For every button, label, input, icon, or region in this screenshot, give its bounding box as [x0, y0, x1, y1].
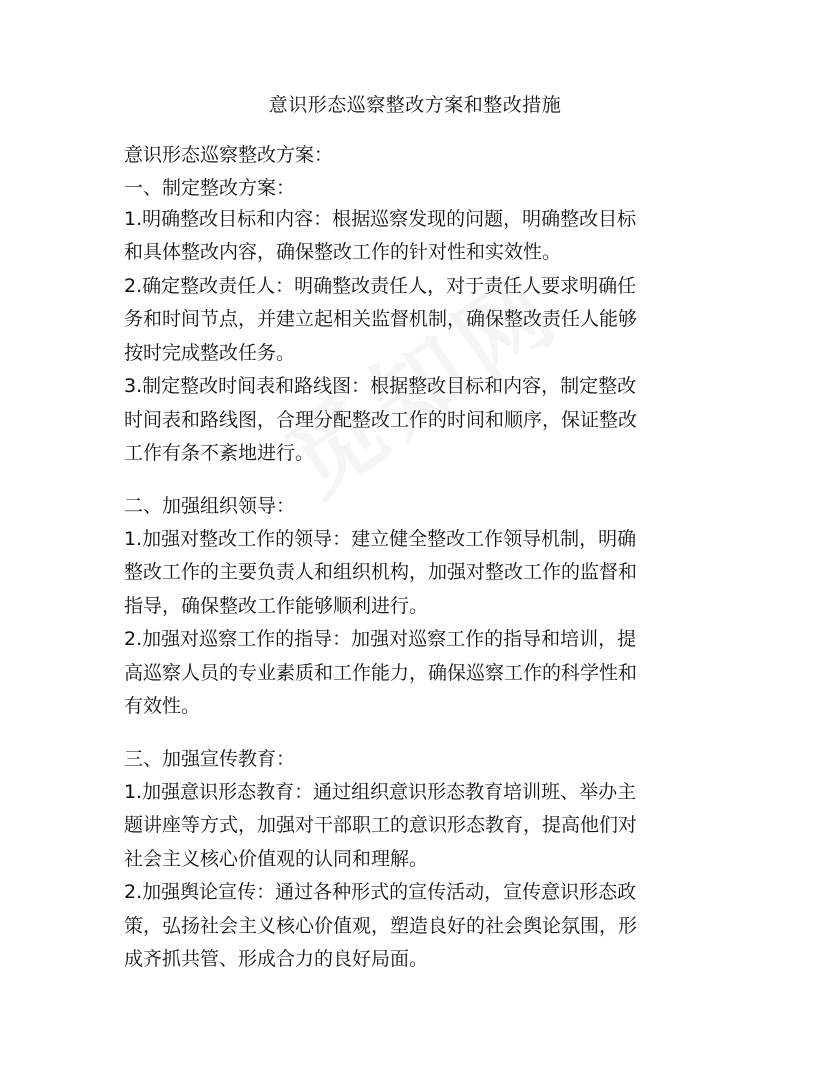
paragraph-line: 2.确定整改责任人：明确整改责任人，对于责任人要求明确任 [124, 275, 637, 297]
paragraph-line: 时间表和路线图，合理分配整改工作的时间和顺序，保证整改 [124, 409, 638, 431]
paragraph-line: 2.加强舆论宣传：通过各种形式的宣传活动，宣传意识形态政 [124, 881, 637, 903]
paragraph-line: 社会主义核心价值观的认同和理解。 [124, 848, 429, 870]
paragraph-line: 工作有条不紊地进行。 [124, 442, 315, 464]
paragraph-line: 有效性。 [124, 695, 201, 717]
paragraph-line: 题讲座等方式，加强对干部职工的意识形态教育，提高他们对 [124, 814, 638, 836]
paragraph-line: 策，弘扬社会主义核心价值观，塑造良好的社会舆论氛围，形 [124, 915, 638, 937]
section-heading-intro: 意识形态巡察整改方案： [124, 144, 334, 166]
section-heading-3: 三、加强宣传教育： [124, 748, 296, 770]
paragraph-line: 按时完成整改任务。 [124, 342, 296, 364]
paragraph-line: 整改工作的主要负责人和组织机构，加强对整改工作的监督和 [124, 561, 638, 583]
paragraph-line: 和具体整改内容，确保整改工作的针对性和实效性。 [124, 241, 562, 263]
paragraph-line: 高巡察人员的专业素质和工作能力，确保巡察工作的科学性和 [124, 662, 638, 684]
section-heading-2: 二、加强组织领导： [124, 495, 296, 517]
paragraph-line: 成齐抓共管、形成合力的良好局面。 [124, 948, 429, 970]
paragraph-line: 指导，确保整改工作能够顺利进行。 [124, 595, 429, 617]
section-heading-1: 一、制定整改方案： [124, 177, 296, 199]
paragraph-line: 1.明确整改目标和内容：根据巡察发现的问题，明确整改目标 [124, 208, 637, 230]
paragraph-line: 1.加强意识形态教育：通过组织意识形态教育培训班、举办主 [124, 781, 637, 803]
paragraph-line: 2.加强对巡察工作的指导：加强对巡察工作的指导和培训，提 [124, 628, 637, 650]
paragraph-line: 3.制定整改时间表和路线图：根据整改目标和内容，制定整改 [124, 375, 637, 397]
paragraph-line: 1.加强对整改工作的领导：建立健全整改工作领导机制，明确 [124, 528, 637, 550]
paragraph-line: 务和时间节点，并建立起相关监督机制，确保整改责任人能够 [124, 308, 638, 330]
document-title: 意识形态巡察整改方案和整改措施 [268, 94, 562, 116]
